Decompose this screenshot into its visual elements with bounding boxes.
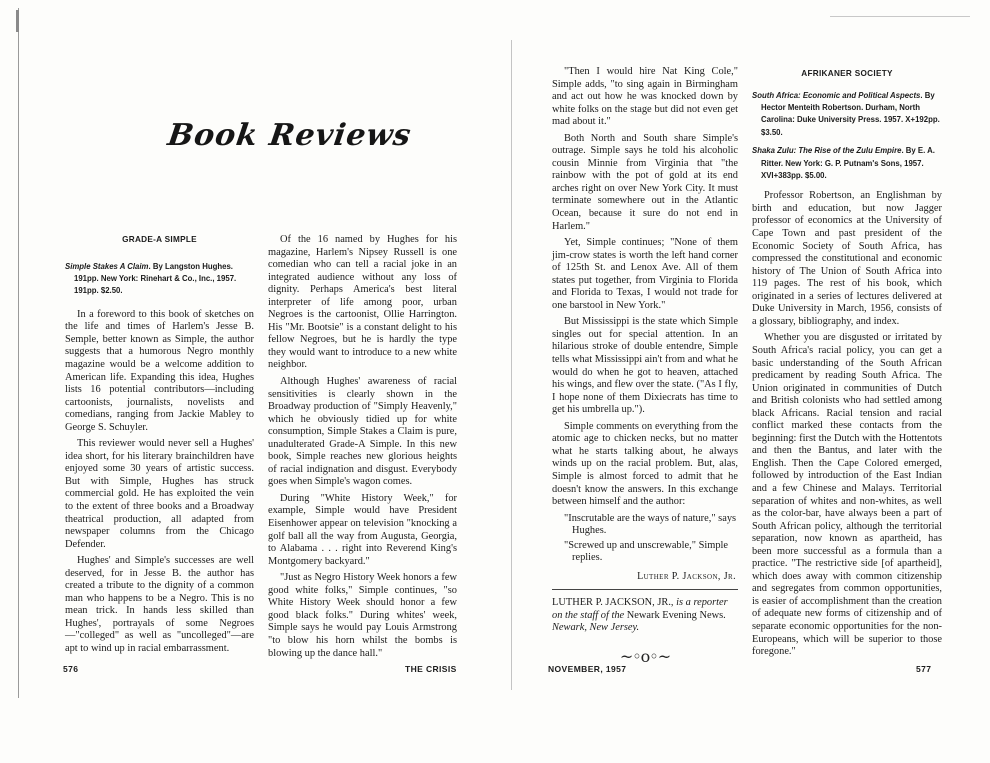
magazine-name-footer: THE CRISIS <box>405 664 457 674</box>
reviewer-bio-paper: Newark Evening News. <box>626 609 726 621</box>
paragraph: But Mississippi is the state which Simple singles out for special attention. In an hilarious stroke of double entendre, Simple tells what Mississippi ain't from and what he would do when he got to heaven, attached his wings, and flew over the state. ("As I fly, I hope none of them Dixiecrats has time to get his umbrella up."). <box>552 316 738 416</box>
paragraph: Of the 16 named by Hughes for his magazine, Harlem's Nipsey Russell is one comedian who can tell a racial joke in an integrated audience without any loss of dignity. Perhaps America's best literal interpreter of life among poor, urban Negroes is the cartoonist, Ollie Harrington. His "Mr. Bootsie" is a constant delight to his fellow Negroes, but he is hardly the type they would want to introduce to a new white neighbor. <box>268 234 457 371</box>
ornament-flourish-icon: ~◦o◦~ <box>619 646 671 666</box>
paragraph: Professor Robertson, an Englishman by birth and education, but now Jagger professor of economics at the University of Cape Town and past president of the Economic Society of South Africa, has compressed the constitutional and economic history of The Union of South Africa into 119 pages. The rest of his book, which originated in a series of lectures delivered at Duke University in March, 1956, consists of a glossary, bibliography, and index. <box>752 190 942 327</box>
reviewer-bio-place: Newark, New Jersey. <box>552 622 640 634</box>
paragraph: This reviewer would never sell a Hughes' idea short, for his literary brainchildren have enjoyed some 30 years of artistic success. But with Simple, Hughes has struck commercial gold. He has exploited the vein to the extent of three books and a Broadway theatrical production, all adapted from newspaper columns from the Chicago Defender. <box>65 438 254 550</box>
binding-edge-line <box>18 8 19 698</box>
paragraph: Simple comments on everything from the atomic age to chicken necks, but no matter what he starts talking about, he always winds up on the racial problem. But, alas, Simple is almost forced to admit that he doesn't know the answers. In this exchange between himself and the author: <box>552 420 738 508</box>
column-1-body <box>65 309 254 656</box>
page-title: Book Reviews <box>165 118 414 153</box>
page-gutter-line <box>511 40 512 690</box>
paragraph: In a foreword to this book of sketches on the life and times of Harlem's Jesse B. Semple, better known as Simple, the author suggests that a humorous Negro monthly magazine would be a welcome addition to American life. Expanding this idea, Hughes lists 16 potential contributors—including cartoonists, journalists, novelists and comedians, ranging from Jackie Mabley to George S. Schuyler. <box>65 308 254 433</box>
reviewer-bio <box>552 597 738 635</box>
page-number-left: 576 <box>63 664 79 674</box>
book-citation-title: Shaka Zulu: The Rise of the Zulu Empire <box>752 146 902 156</box>
section-title-grade-a-simple: GRADE-A SIMPLE <box>122 235 197 244</box>
paragraph: Hughes' and Simple's successes are well deserved, for in Jesse B. the author has created a tribute to the dignity of a common man who happens to be a Negro. This is no mean trick. In hands less skilled than Hughes', portrayals of some Negroes—"colleged" as well as "uncolleged"—are apt to wind up in racial embarrassment. <box>65 555 254 654</box>
book-citation <box>752 90 942 140</box>
paragraph: Yet, Simple continues; "None of them jim-crow states is worth the left hand corner of 125th St. and Lenox Ave. All of them states put together, from Virginia to Florida and Florida to Texas, I would not trade for one barstool in New York." <box>552 237 738 311</box>
paragraph: Although Hughes' awareness of racial sensitivities is clearly shown in the Broadway production of "Simply Heavenly," which he obviously tidied up for white consumption, Simple Stakes a Claim is pure, unadulterated Grade-A Simple. In this new book, Simple reaches new glorious heights of racial indignation and disgust. Everybody goes when Simple's wagon comes. <box>268 376 457 488</box>
paragraph: Whether you are disgusted or irritated by South Africa's racial policy, you can get a basic understanding of the South African predicament by reading South Africa. The Union originated in communities of Dutch and British colonists who had settled among black Africans. Racial tension and racial conflict marked these contacts from the beginning: first the Dutch with the Hottentots and then the Bantus, and later with the English. Then the Cape Colored emerged, followed by introduction of the East Indian and a few Chinese and Malays. Territorial separation of whites and non-whites, as well as the color-bar, have always been a part of South African policy, although the territorial separation, now known as apartheid, has been more successful as a formula than a practice. "The restrictive side [of apartheid], which does away with common citizenship and segregates from common opportunities, is easier of accomplishment than the creation of adequate new forms of citizenship and of separate economic opportunities for the non-Europeans, which will be superior to those foregone." <box>752 332 942 658</box>
review2-column <box>752 68 942 663</box>
book-citation-title: South Africa: Economic and Political Aspects <box>752 90 921 100</box>
column-4-body <box>752 190 942 658</box>
page-number-right: 577 <box>916 664 932 674</box>
paragraph: "Then I would hire Nat King Cole," Simple adds, "to sing again in Birmingham and act out how he was knocked down by white folks on the stage but did not even get mad about it." <box>552 66 738 128</box>
reviewer-signature: Luther P. Jackson, Jr. <box>637 570 736 582</box>
dialogue-line: "Screwed up and unscrewable," Simple replies. <box>564 539 729 564</box>
paragraph: "Just as Negro History Week honors a few good white folks," Simple continues, "so White History Week should honor a few good black folks." During whites' week, Simple says he would pay Louis Armstrong "to blow his horn whilst the bombs is blowing up the dance hall." <box>268 572 457 659</box>
section-title-afrikaner-society: AFRIKANER SOCIETY <box>801 69 893 78</box>
issue-date-footer: NOVEMBER, 1957 <box>548 664 627 674</box>
review1-column-2 <box>268 234 457 664</box>
paragraph: During "White History Week," for example, Simple would have President Eisenhower appear on television "knocking a golf ball all the way from Augusta, Georgia, to Alabama . . . right into Reverend King's Montgomery backyard." <box>268 492 457 567</box>
book-citation-details: . By Langston Hughes. 191pp. New York: Rinehart & Co., Inc., 1957. 191pp. $2.50. <box>74 261 237 296</box>
reviewer-bio-name: LUTHER P. JACKSON, JR., <box>552 597 674 609</box>
review1-column-3 <box>552 66 738 664</box>
review1-column-1 <box>65 234 254 660</box>
column-2-body <box>268 234 457 660</box>
scan-mark <box>16 10 19 32</box>
scan-mark-top-right <box>830 16 970 17</box>
dialogue-line: "Inscrutable are the ways of nature," says Hughes. <box>564 512 737 537</box>
paragraph: Both North and South share Simple's outrage. Simple says he told his alcoholic cousin Minnie from Virginia that "the rainbow with the pot of gold at its end arches right on over New York City. It must terminate somewhere out in the Atlantic Ocean, because it sure do not end in Harlem." <box>552 132 738 232</box>
divider-rule <box>552 589 738 590</box>
reviewer-bio-role: is a reporter on the staff of the <box>552 597 728 621</box>
column-3-body <box>552 66 738 509</box>
book-citation <box>65 261 254 298</box>
book-citation-title: Simple Stakes A Claim <box>65 261 149 271</box>
book-citation-details: . By Hector Menteith Robertson. Durham, North Carolina: Duke University Press. 1957. X+192pp. $3.50. <box>761 90 940 137</box>
book-citation-details: . By E. A. Ritter. New York: G. P. Putnam's Sons, 1957. XVI+383pp. $5.00. <box>761 146 935 180</box>
book-citation <box>752 145 942 182</box>
